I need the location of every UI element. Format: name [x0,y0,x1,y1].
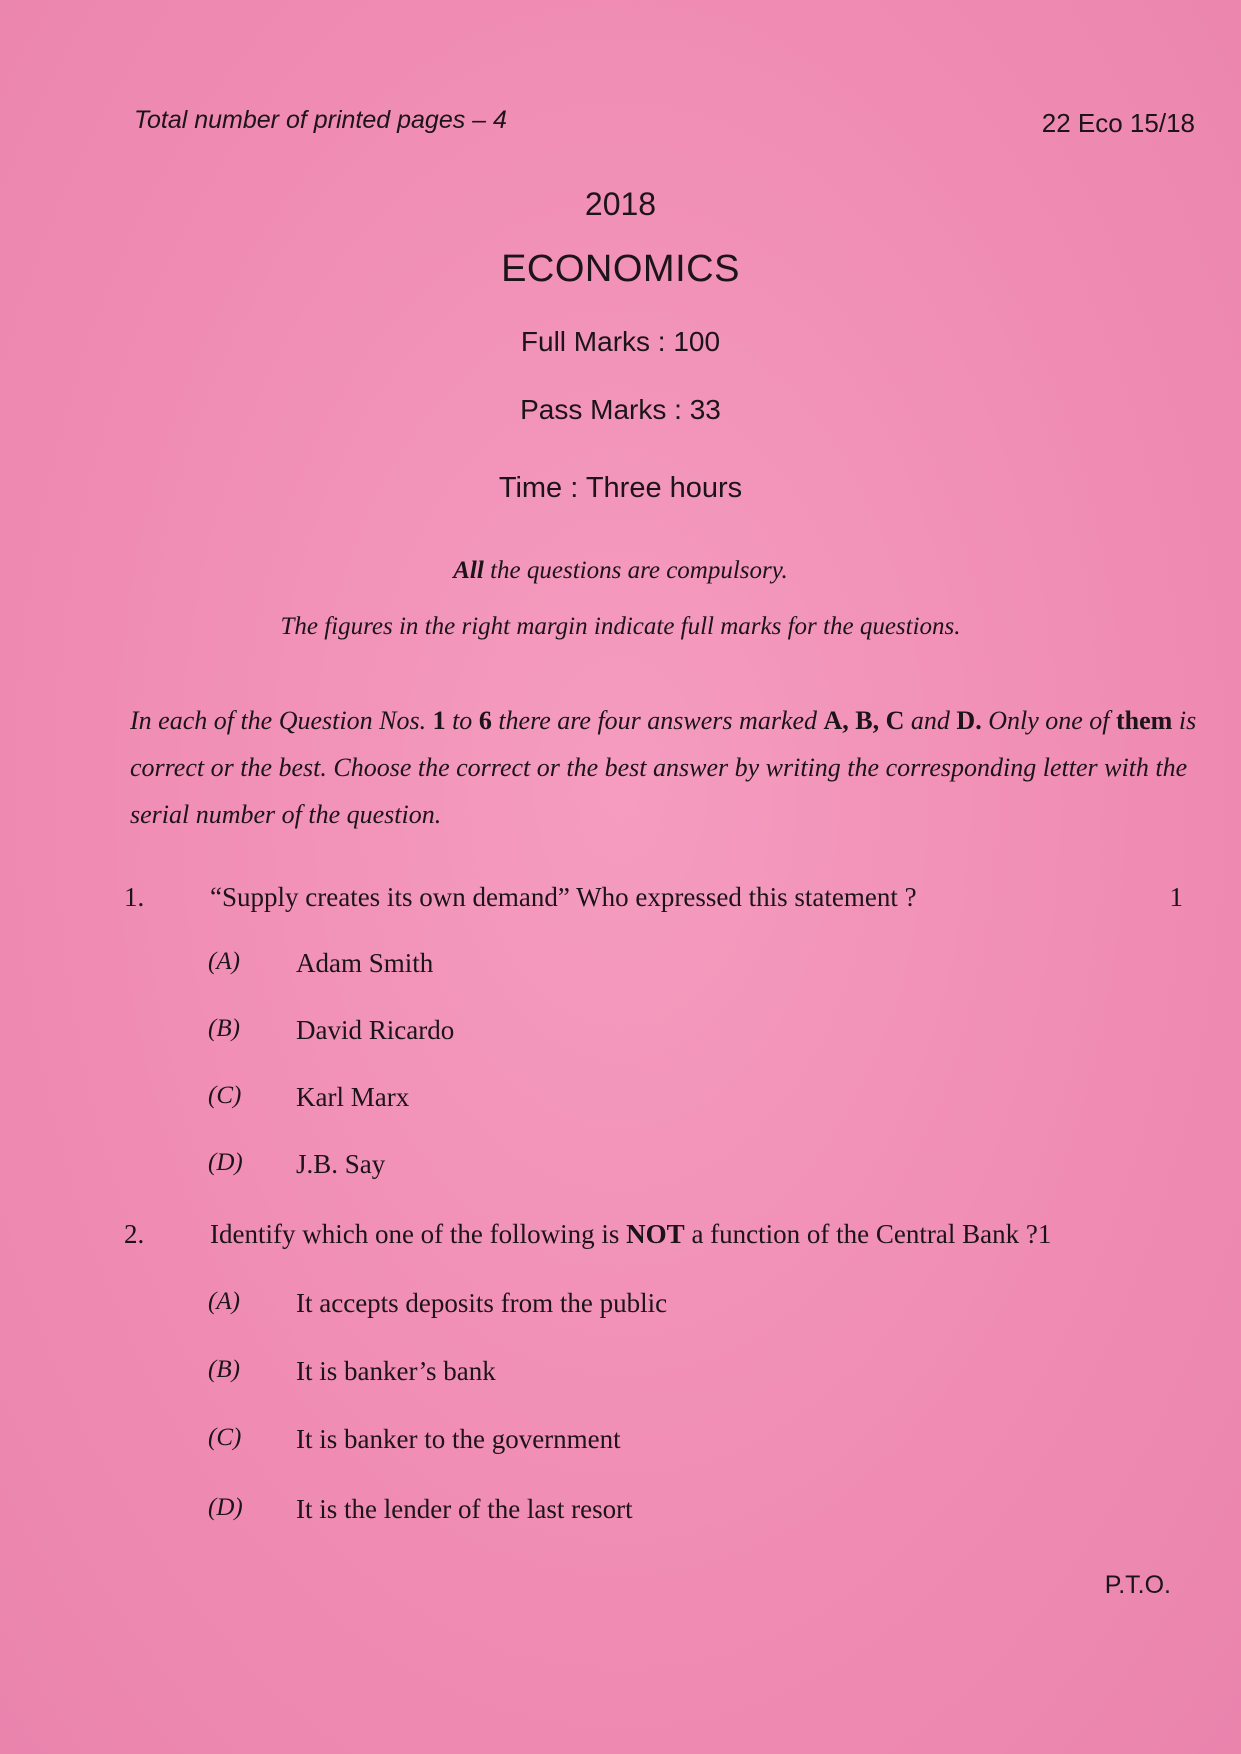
option-letter-b: (B) [208,1356,240,1383]
exam-time: Time : Three hours [498,472,743,504]
option-letter-c: (C) [208,1082,242,1109]
mcq-part: to [445,706,479,735]
option-letter-d: (D) [208,1149,243,1176]
question-text [210,882,917,913]
option-letter-b: (B) [208,1015,240,1042]
question-marks: 1 [1169,882,1183,912]
mcq-part-bold: 1 [432,706,446,735]
option-text-d: J.B. Say [296,1149,386,1179]
option-text-a: It accepts deposits from the public [296,1288,668,1318]
exam-subject: ECONOMICS [501,248,740,290]
mcq-part: Only one of [981,706,1117,735]
option-text-a: Adam Smith [296,948,434,978]
mcq-part: In each of the Question Nos. [130,706,433,735]
mcq-part-bold: them [1116,706,1173,735]
question-number: 1. [124,882,145,912]
total-pages-note: Total number of printed pages – 4 [134,106,507,134]
pass-marks: Pass Marks : 33 [520,394,721,425]
mcq-part: and [904,706,957,735]
question-text-part: a function of the Central Bank ?1 [684,1219,1052,1249]
compulsory-rest: the questions are compulsory. [483,557,788,584]
option-text-c: Karl Marx [296,1082,410,1112]
option-text-c: It is banker to the government [296,1424,621,1454]
paper-code: 22 Eco 15/18 [1041,108,1195,138]
margin-instruction: The figures in the right margin indicate full marks for the questions. [280,613,961,640]
mcq-part-bold: 6 [478,706,492,735]
option-letter-d: (D) [208,1494,243,1521]
mcq-part: is correct or the best. Choose the correct or the best answer by writing the corresponding letter with the serial number of the question. [130,706,1197,829]
mcq-part-bold: D. [956,706,982,735]
option-letter-a: (A) [208,948,240,975]
question-number: 2. [124,1219,145,1249]
option-letter-a: (A) [208,1288,240,1315]
option-text-b: David Ricardo [296,1015,455,1045]
mcq-instruction [130,697,1198,838]
option-letter-c: (C) [208,1424,242,1451]
full-marks: Full Marks : 100 [520,326,721,357]
question-text-part: Identify which one of the following is [210,1219,627,1249]
exam-year: 2018 [584,186,657,222]
question-text-bold: NOT [626,1219,685,1249]
mcq-part: there are four answers marked [491,706,824,735]
compulsory-bold: All [453,557,484,584]
please-turn-over: P.T.O. [1104,1571,1171,1599]
compulsory-instruction [0,557,1241,585]
option-text-b: It is banker’s bank [296,1356,496,1386]
question-text-part: “Supply creates its own demand” Who expressed this statement ? [210,882,917,912]
question-text [210,1219,1051,1250]
option-text-d: It is the lender of the last resort [296,1494,633,1524]
mcq-part-bold: A, B, C [823,706,905,735]
